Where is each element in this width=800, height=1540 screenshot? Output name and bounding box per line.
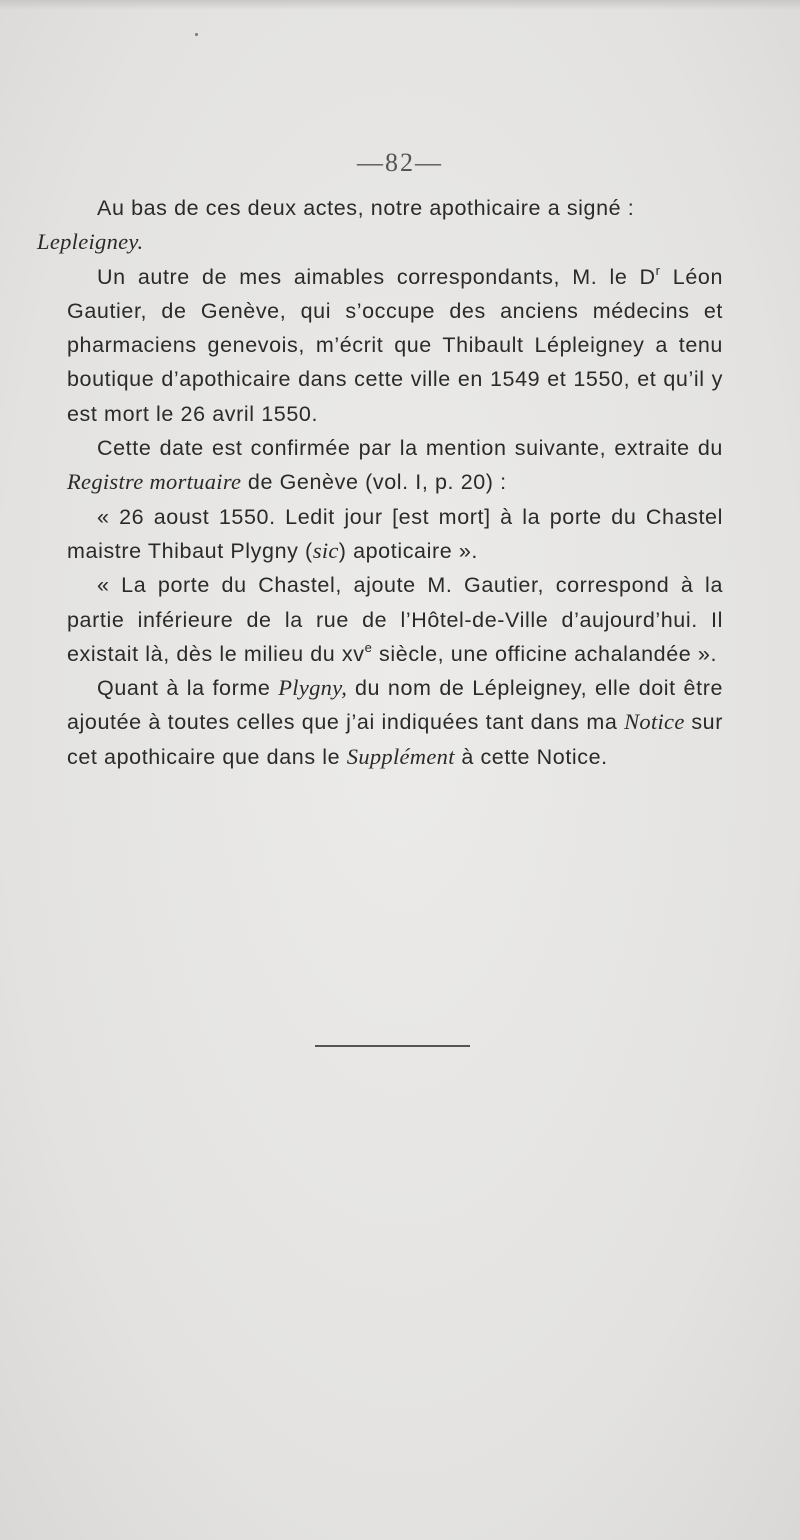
paragraph-2-text-a: Un autre de mes aimables correspondants, M. le D [97,264,656,289]
registre-title: Registre mortuaire [67,469,242,495]
page-top-edge [0,0,800,10]
paragraph-5 [67,568,723,671]
paragraph-1-text: Au bas de ces deux actes, notre apothicaire a signé : [97,196,635,220]
paragraph-4-text-a: « 26 aoust 1550. Ledit jour [est mort] à la porte du Chastel maistre Thibaut Plygny ( [67,504,723,563]
page-number: —82— [357,148,443,177]
doctor-superscript: r [655,262,661,278]
paragraph-3-text-c: de Genève (vol. I, p. 20) : [241,470,507,495]
paragraph-4-text-c: ) apoticaire ». [338,538,478,563]
notice-title: Notice [624,709,685,735]
paragraph-6 [67,671,723,774]
paragraph-6-text-g: à cette Notice. [454,744,608,769]
signature-name: Lepleigney. [37,229,144,255]
paragraph-2-text-b: Léon Gautier, de Genève, qui s’occupe des anciens médecins et pharmaciens genevois, m’écrit que Thibault Lépleigney a tenu boutique d’apothicaire dans cette ville en 1549 et 1550, et qu’il y est mort le 26 avril 1550. [67,264,723,426]
supplement-title: Supplément [346,743,455,769]
paragraph-4 [67,500,723,569]
paragraph-5-text-b: siècle, une officine achalandée ». [372,641,718,666]
plygny-word: Plygny, [278,675,348,701]
paragraph-6-text-a: Quant à la forme [97,676,279,701]
paragraph-1 [37,191,723,260]
paragraph-3 [67,431,723,500]
paragraph-6-text-e: sur cet apothicaire que dans le [67,710,723,769]
paragraph-6-text-c: du nom de Lépleigney, elle doit être ajoutée à toutes celles que j’ai indiquées tant dans ma [67,676,724,735]
paragraph-5-text-a: « La porte du Chastel, ajoute M. Gautier, correspond à la partie inférieure de la rue de l’Hôtel-de-Ville d’aujourd’hui. Il existait là, dès le milieu du xv [67,573,723,666]
century-superscript: e [364,639,373,655]
end-rule [315,1045,470,1047]
body-text [37,191,724,774]
paragraph-2 [67,260,723,431]
paper-speck [195,33,198,36]
paragraph-3-text-a: Cette date est confirmée par la mention suivante, extraite du [97,436,723,461]
sic-word: sic [312,537,339,563]
